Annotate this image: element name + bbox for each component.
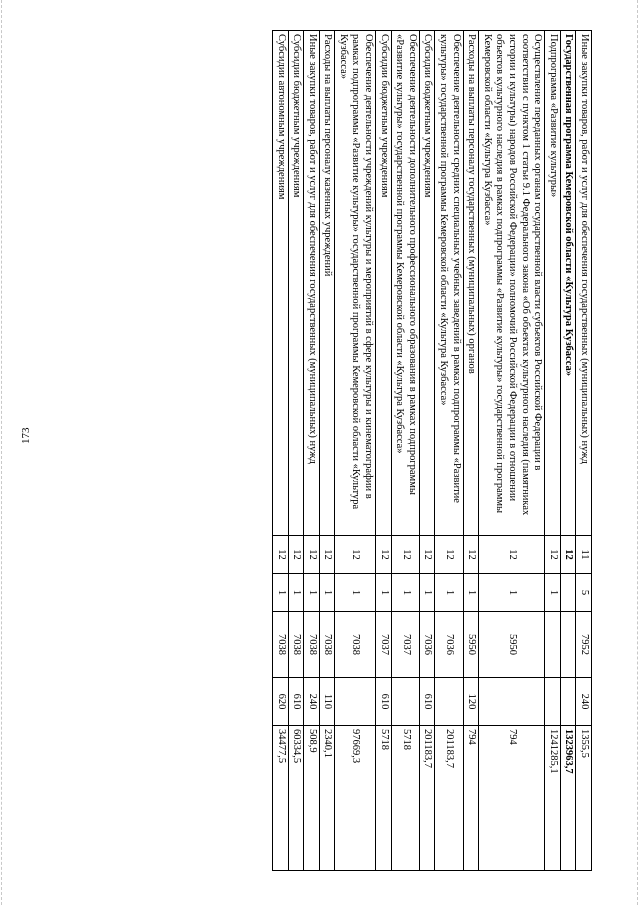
amount-cell: 201183,7 <box>419 726 435 871</box>
row-name-cell: Обеспечение деятельности учреждений культуры и мероприятий в сфере культуры и кинематографии в рамках подпрограммы «Развитие культуры» государственной программы Кемеровской области «Культура Кузбасса» <box>335 31 376 536</box>
row-name-cell: Иные закупки товаров, работ и услуг для обеспечения государственных (муниципальных) нужд <box>576 31 592 536</box>
table-row <box>479 31 545 871</box>
subprogram-code-cell: 1 <box>435 574 463 612</box>
amount-cell: 1323963,7 <box>560 726 576 871</box>
target-article-cell: 7038 <box>304 612 320 678</box>
amount-cell: 60334,5 <box>288 726 304 871</box>
section-code-cell: 12 <box>435 536 463 574</box>
target-article-cell: 5950 <box>463 612 479 678</box>
table-row <box>576 31 592 871</box>
target-article-cell <box>545 612 561 678</box>
subprogram-code-cell: 1 <box>479 574 545 612</box>
target-article-cell: 7036 <box>419 612 435 678</box>
amount-cell: 5718 <box>376 726 392 871</box>
expense-type-cell: 110 <box>319 678 335 726</box>
target-article-cell: 7038 <box>288 612 304 678</box>
table-row <box>560 31 576 871</box>
target-article-cell <box>560 612 576 678</box>
table-row <box>391 31 419 871</box>
target-article-cell: 7952 <box>576 612 592 678</box>
section-code-cell: 12 <box>319 536 335 574</box>
row-name-cell: Расходы на выплаты персоналу казенных учреждений <box>319 31 335 536</box>
expense-type-cell <box>479 678 545 726</box>
subprogram-code-cell: 1 <box>376 574 392 612</box>
row-name-cell: Субсидии автономным учреждениям <box>272 31 288 536</box>
table-row <box>304 31 320 871</box>
amount-cell: 1241285,1 <box>545 726 561 871</box>
subprogram-code-cell: 1 <box>304 574 320 612</box>
section-code-cell: 12 <box>304 536 320 574</box>
page-number: 173 <box>20 427 32 444</box>
target-article-cell: 7037 <box>391 612 419 678</box>
section-code-cell: 12 <box>419 536 435 574</box>
table-row <box>545 31 561 871</box>
expense-type-cell <box>560 678 576 726</box>
row-name-cell: Государственная программа Кемеровской области «Культура Кузбасса» <box>560 31 576 536</box>
section-code-cell: 12 <box>391 536 419 574</box>
target-article-cell: 7038 <box>335 612 376 678</box>
expense-type-cell <box>435 678 463 726</box>
subprogram-code-cell: 1 <box>391 574 419 612</box>
subprogram-code-cell: 1 <box>335 574 376 612</box>
table-row <box>435 31 463 871</box>
amount-cell: 794 <box>463 726 479 871</box>
amount-cell: 508,9 <box>304 726 320 871</box>
section-code-cell: 12 <box>335 536 376 574</box>
amount-cell: 2340,1 <box>319 726 335 871</box>
amount-cell: 97669,3 <box>335 726 376 871</box>
row-name-cell: Расходы на выплаты персоналу государственных (муниципальных) органов <box>463 31 479 536</box>
subprogram-code-cell: 1 <box>463 574 479 612</box>
table-row <box>463 31 479 871</box>
section-code-cell: 12 <box>545 536 561 574</box>
expense-type-cell <box>545 678 561 726</box>
subprogram-code-cell: 1 <box>272 574 288 612</box>
amount-cell: 5718 <box>391 726 419 871</box>
target-article-cell: 7036 <box>435 612 463 678</box>
subprogram-code-cell: 5 <box>576 574 592 612</box>
target-article-cell: 5950 <box>479 612 545 678</box>
subprogram-code-cell: 1 <box>545 574 561 612</box>
amount-cell: 1355,5 <box>576 726 592 871</box>
target-article-cell: 7037 <box>376 612 392 678</box>
expense-type-cell: 240 <box>304 678 320 726</box>
row-name-cell: Субсидии бюджетным учреждениям <box>376 31 392 536</box>
row-name-cell: Осуществление переданных органам государственной власти субъектов Российской Федерации в соответствии с пунктом 1 статьи 9.1 Федерального закона «Об объектах культурного наследия (памятниках истории и культуры) народов Российской Федерации» полномочий Российской Федерации в отношении объектов культурного наследия в рамках подпрограммы «Развитие культуры» государственной программы Кемеровской области «Культура Кузбасса» <box>479 31 545 536</box>
budget-table-body <box>272 31 591 871</box>
subprogram-code-cell: 1 <box>419 574 435 612</box>
amount-cell: 201183,7 <box>435 726 463 871</box>
table-row <box>419 31 435 871</box>
row-name-cell: Обеспечение деятельности дополнительного профессионального образования в рамках подпрограммы «Развитие культуры» государственной программы Кемеровской области «Культура Кузбасса» <box>391 31 419 536</box>
expense-type-cell: 120 <box>463 678 479 726</box>
row-name-cell: Обеспечение деятельности средних специальных учебных заведений в рамках подпрограммы «Развитие культуры» государственной программы Кемеровской области «Культура Кузбасса» <box>435 31 463 536</box>
table-row <box>376 31 392 871</box>
expense-type-cell: 240 <box>576 678 592 726</box>
subprogram-code-cell <box>560 574 576 612</box>
table-row <box>335 31 376 871</box>
row-name-cell: Иные закупки товаров, работ и услуг для обеспечения государственных (муниципальных) нужд <box>304 31 320 536</box>
table-row <box>319 31 335 871</box>
target-article-cell: 7038 <box>272 612 288 678</box>
budget-table-wrapper <box>272 30 592 870</box>
amount-cell: 34477,5 <box>272 726 288 871</box>
expense-type-cell: 610 <box>419 678 435 726</box>
expense-type-cell <box>335 678 376 726</box>
expense-type-cell: 610 <box>288 678 304 726</box>
section-code-cell: 12 <box>288 536 304 574</box>
subprogram-code-cell: 1 <box>319 574 335 612</box>
section-code-cell: 12 <box>463 536 479 574</box>
expense-type-cell: 610 <box>376 678 392 726</box>
section-code-cell: 12 <box>479 536 545 574</box>
expense-type-cell: 620 <box>272 678 288 726</box>
target-article-cell: 7038 <box>319 612 335 678</box>
row-name-cell: Субсидии бюджетным учреждениям <box>419 31 435 536</box>
expense-type-cell <box>391 678 419 726</box>
budget-table <box>272 30 592 871</box>
table-row <box>288 31 304 871</box>
section-code-cell: 12 <box>272 536 288 574</box>
right-scan-edge <box>637 0 638 905</box>
amount-cell: 794 <box>479 726 545 871</box>
table-row <box>272 31 288 871</box>
subprogram-code-cell: 1 <box>288 574 304 612</box>
row-name-cell: Подпрограмма «Развитие культуры» <box>545 31 561 536</box>
section-code-cell: 11 <box>576 536 592 574</box>
left-scan-edge <box>1 0 2 905</box>
section-code-cell: 12 <box>376 536 392 574</box>
row-name-cell: Субсидии бюджетным учреждениям <box>288 31 304 536</box>
section-code-cell: 12 <box>560 536 576 574</box>
